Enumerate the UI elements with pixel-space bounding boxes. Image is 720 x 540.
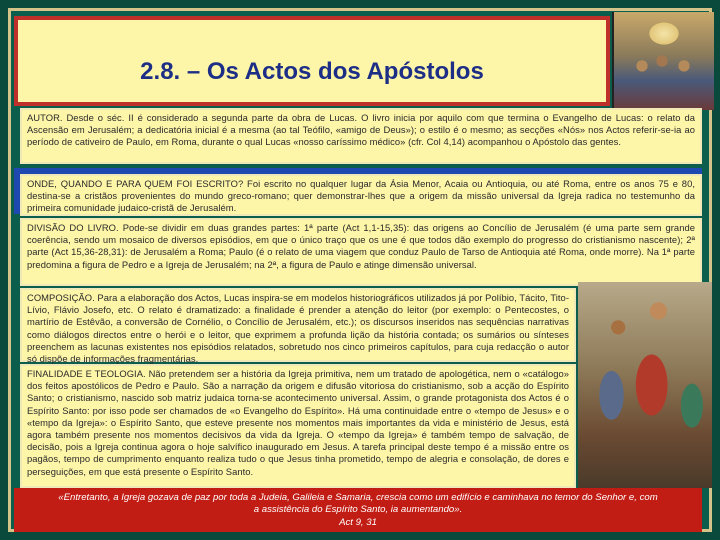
title-box xyxy=(14,16,610,106)
section-finalidade-text: FINALIDADE E TEOLOGIA. Não pretendem ser a história da Igreja primitiva, nem um tratado de apologética, nem o «catálogo» dos feitos apostólicos de Pedro e Paulo. São a narração da origem e difusão vitoriosa do cristianismo, sob a acção do Espírito Santo; o cristianismo, nascido sob matriz judaica torna-se acontecimento universal. Assim, o grande protagonista dos Actos é o Espírito Santo: por isso pode ser chamados de «o Evangelho do Espírito». Há uma continuidade entre o «tempo de Jesus» e o «tempo da Igreja»: o Espírito Santo, que esteve presente nos momentos mais importantes da vida e ministério de Jesus, está agora também presente nos momentos decisivos da vida da Igreja. O «tempo da Igreja» é também tempo de salvação, de decisão, pois a Igreja continua agora o hoje salvífico inaugurado em Jesus. A tarefa principal deste tempo é a missão entre os pagãos, tempo de cumprimento enquanto realiza tudo o que Jesus tinha prometido, tempo de alegria e consolação, de dores e perseguições, em que está presente o Espírito Santo. xyxy=(27,368,569,477)
section-autor-text: AUTOR. Desde o séc. II é considerado a segunda parte da obra de Lucas. O livro inicia por aquilo com que termina o Evangelho de Lucas: o relato da Ascensão em Jerusalém; a dedicatória inicial é a mesma (ao tal Teófilo, «amigo de Deus»); o estilo é o mesmo; as secções «Nós» nos Actos referir-se-ia ao período de cativeiro de Paulo, em Roma, durante o qual Lucas «nosso caríssimo médico» (cfr. Col 4,14) acompanhou o Apóstolo das gentes. xyxy=(27,112,695,148)
fresco-image-right xyxy=(578,282,712,488)
quote-reference: Act 9, 31 xyxy=(339,516,377,528)
quote-line-2: a assistência do Espírito Santo, ia aumentando». xyxy=(253,504,463,516)
section-onde xyxy=(20,174,702,216)
section-finalidade xyxy=(20,364,576,488)
section-divisao-text: DIVISÃO DO LIVRO. Pode-se dividir em duas grandes partes: 1ª parte (Act 1,1-15,35): das origens ao Concílio de Jerusalém (é uma parte sem grande coerência, sendo um mosaico de diversos episódios, em que o único traço que os une é que todos dão exemplo do progresso do cristianismo nascente); 2ª parte (Act 15,36-28,31): de Jerusalém a Roma; Paulo (é o relato de uma viagem que conduz Paulo de Tarso de Antioquia até Roma, onde morre). Na 1ª parte predomina a figura de Pedro e a Igreja de Jerusalém; na 2ª, a figura de Paulo e atinge dimensão universal. xyxy=(27,222,695,270)
section-onde-text: ONDE, QUANDO E PARA QUEM FOI ESCRITO? Foi escrito no qualquer lugar da Ásia Menor, Acaia ou Antioquia, ou até Roma, entre os anos 75 e 80, destina-se a cristãos provenientes do mundo greco-romano; quer demonstrar-lhes que a origem da missão universal da Igreja radica no testemunho da primeira comunidade judaico-cristã de Jerusalém. xyxy=(27,178,695,214)
section-composicao-text: COMPOSIÇÃO. Para a elaboração dos Actos, Lucas inspira-se em modelos historiográficos utilizados já por Políbio, Tácito, Tito-Lívio, Flávio Josefo, etc. O relato é dramatizado: a finalidade é prender a atenção do leitor (por exemplo: o Pentecostes, o martírio de Estêvão, a conversão de Cornélio, o Concílio de Jerusalém, etc.); os discursos inseridos nas sequências narrativas como diálogos directos entre o herói e o leitor, que exprimem a profunda lição da história contada; os sumários ou sínteses preenchem as lacunas existentes nos episódios relatados, sobretudo nos cinco primeiros capítulos, para cuja redacção o autor só dispõe de informações fragmentárias. xyxy=(27,292,569,365)
page-title: 2.8. – Os Actos dos Apóstolos xyxy=(140,58,484,85)
quote-line-1: «Entretanto, a Igreja gozava de paz por toda a Judeia, Galileia e Samaria, crescia como um edifício e caminhava no temor do Senhor e, com xyxy=(58,492,658,503)
fresco-image-top xyxy=(612,12,714,110)
quote-box xyxy=(14,488,702,532)
section-divisao xyxy=(20,218,702,286)
section-composicao xyxy=(20,288,576,365)
section-autor xyxy=(20,108,702,164)
